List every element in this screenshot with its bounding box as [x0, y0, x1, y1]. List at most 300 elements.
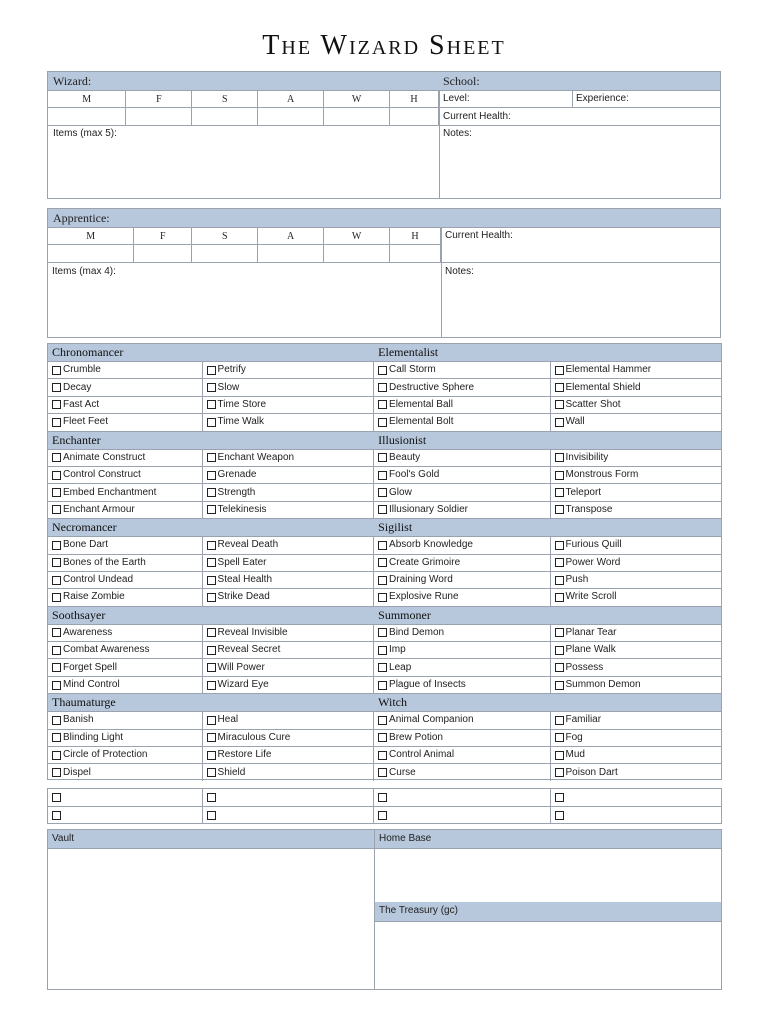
checkbox-icon[interactable] — [207, 541, 216, 550]
school-name: Elementalist — [378, 345, 439, 359]
spell-name: Reveal Secret — [217, 644, 281, 656]
spell-name: Decay — [63, 381, 92, 393]
spell-checkbox-item[interactable] — [48, 467, 203, 483]
home-base-area[interactable] — [375, 849, 721, 902]
checkbox-icon[interactable] — [378, 383, 387, 392]
stat-health-value[interactable] — [390, 245, 441, 263]
stat-shoot-label: S — [192, 228, 258, 245]
checkbox-icon[interactable] — [555, 366, 564, 375]
spell-checkbox-item[interactable] — [551, 747, 721, 763]
checkbox-icon[interactable] — [207, 366, 216, 375]
school-name: Sigilist — [378, 520, 413, 535]
spell-name: Reveal Death — [217, 539, 279, 551]
checkbox-icon[interactable] — [207, 576, 216, 585]
spell-name: Will Power — [217, 661, 265, 673]
spell-checkbox-item[interactable] — [203, 362, 374, 378]
apprentice-health-field[interactable]: Current Health: — [445, 230, 513, 241]
spell-checkbox-item[interactable] — [203, 589, 374, 605]
blank-spell-checkbox[interactable] — [551, 789, 721, 806]
checkbox-icon[interactable] — [555, 400, 564, 409]
school-name: Necromancer — [52, 520, 117, 535]
spell-checkbox-item[interactable] — [374, 642, 550, 658]
spell-name: Wall — [565, 416, 585, 428]
spell-checkbox-item[interactable] — [203, 555, 374, 571]
spell-checkbox-item[interactable] — [203, 642, 374, 658]
apprentice-name-label: Apprentice: — [53, 211, 110, 225]
stat-move-label: M — [48, 91, 126, 108]
spell-name: Possess — [565, 661, 604, 673]
spell-name: Teleport — [565, 486, 602, 498]
spell-name: Mud — [565, 749, 585, 761]
spell-name: Spell Eater — [217, 556, 267, 568]
spell-row — [48, 729, 721, 746]
spell-checkbox-item[interactable] — [203, 450, 374, 466]
checkbox-icon[interactable] — [207, 383, 216, 392]
spell-name: Combat Awareness — [63, 644, 150, 656]
checkbox-icon[interactable] — [378, 471, 387, 480]
checkbox-icon[interactable] — [555, 768, 564, 777]
spell-checkbox-item[interactable] — [551, 572, 721, 588]
checkbox-icon[interactable] — [555, 733, 564, 742]
checkbox-icon[interactable] — [207, 646, 216, 655]
spell-row — [48, 413, 721, 430]
checkbox-icon[interactable] — [378, 366, 387, 375]
spell-name: Transpose — [565, 503, 613, 515]
spell-name: Control Animal — [389, 749, 455, 761]
spell-checkbox-item[interactable] — [551, 502, 721, 518]
spell-name: Summon Demon — [565, 679, 641, 691]
spell-checkbox-item[interactable] — [374, 625, 550, 641]
checkbox-icon[interactable] — [555, 593, 564, 602]
spell-name: Explosive Rune — [389, 591, 459, 603]
stat-armour-value[interactable] — [258, 108, 324, 126]
checkbox-icon[interactable] — [207, 751, 216, 760]
spell-checkbox-item[interactable] — [203, 467, 374, 483]
checkbox-icon[interactable] — [52, 383, 61, 392]
wizard-header — [48, 72, 720, 91]
spell-row — [48, 483, 721, 500]
wizard-experience-field[interactable]: Experience: — [576, 93, 629, 104]
checkbox-icon[interactable] — [52, 733, 61, 742]
stat-will-label: W — [324, 91, 390, 108]
spell-name: Awareness — [63, 626, 113, 638]
spell-checkbox-item[interactable] — [48, 537, 203, 553]
spell-checkbox-item[interactable] — [551, 414, 721, 430]
checkbox-icon[interactable] — [207, 418, 216, 427]
spell-row — [48, 624, 721, 641]
stat-move-value[interactable] — [48, 108, 126, 126]
spell-checkbox-item[interactable] — [48, 484, 203, 500]
checkbox-icon[interactable] — [555, 681, 564, 690]
spell-checkbox-item[interactable] — [48, 414, 203, 430]
spell-checkbox-item[interactable] — [203, 397, 374, 413]
spell-name: Glow — [389, 486, 412, 498]
school-name: Soothsayer — [52, 607, 106, 622]
blank-spell-checkbox[interactable] — [48, 789, 203, 806]
checkbox-icon[interactable] — [207, 663, 216, 672]
spell-checkbox-item[interactable] — [203, 677, 374, 693]
spell-checkbox-item[interactable] — [203, 747, 374, 763]
vault-area[interactable] — [48, 849, 374, 989]
spell-checkbox-item[interactable] — [374, 414, 550, 430]
school-header-row — [48, 431, 721, 449]
checkbox-icon[interactable] — [378, 733, 387, 742]
checkbox-icon[interactable] — [555, 558, 564, 567]
spell-checkbox-item[interactable] — [374, 379, 550, 395]
apprentice-notes-field[interactable]: Notes: — [445, 266, 474, 277]
spell-name: Brew Potion — [389, 731, 443, 743]
apprentice-header — [48, 209, 720, 228]
spell-checkbox-item[interactable] — [203, 625, 374, 641]
spell-checkbox-item[interactable] — [203, 764, 374, 780]
spell-name: Embed Enchantment — [63, 486, 157, 498]
home-base-label: Home Base — [379, 833, 432, 844]
spell-name: Scatter Shot — [565, 398, 621, 410]
spell-checkbox-item[interactable] — [48, 379, 203, 395]
wizard-items-field[interactable]: Items (max 5): — [53, 128, 117, 139]
checkbox-icon[interactable] — [52, 628, 61, 637]
spell-name: Elemental Bolt — [389, 416, 454, 428]
spell-checkbox-item[interactable] — [48, 764, 203, 780]
spell-checkbox-item[interactable] — [48, 659, 203, 675]
checkbox-icon[interactable] — [555, 383, 564, 392]
checkbox-icon[interactable] — [378, 418, 387, 427]
spell-name: Fleet Feet — [63, 416, 109, 428]
spell-name: Monstrous Form — [565, 469, 639, 481]
spell-name: Steal Health — [217, 574, 273, 586]
checkbox-icon[interactable] — [378, 576, 387, 585]
checkbox-icon[interactable] — [52, 541, 61, 550]
spell-checkbox-item[interactable] — [374, 397, 550, 413]
checkbox-icon[interactable] — [52, 646, 61, 655]
blank-spell-checkbox[interactable] — [203, 789, 374, 806]
checkbox-icon[interactable] — [378, 716, 387, 725]
blank-spell-checkbox[interactable] — [374, 807, 550, 823]
apprentice-items-field[interactable]: Items (max 4): — [52, 266, 116, 277]
checkbox-icon[interactable] — [378, 751, 387, 760]
checkbox-icon[interactable] — [207, 505, 216, 514]
spell-name: Furious Quill — [565, 539, 622, 551]
spell-checkbox-item[interactable] — [48, 450, 203, 466]
spell-checkbox-item[interactable] — [551, 379, 721, 395]
divider — [439, 125, 720, 126]
spell-row — [48, 378, 721, 395]
treasury-label: The Treasury (gc) — [379, 905, 458, 916]
checkbox-icon[interactable] — [555, 646, 564, 655]
checkbox-icon[interactable] — [207, 488, 216, 497]
extra-spell-rows — [47, 788, 722, 824]
checkbox-icon[interactable] — [52, 488, 61, 497]
spell-name: Banish — [63, 714, 94, 726]
checkbox-icon[interactable] — [52, 366, 61, 375]
checkbox-icon[interactable] — [52, 681, 61, 690]
spell-checkbox-item[interactable] — [374, 589, 550, 605]
checkbox-icon[interactable] — [555, 418, 564, 427]
school-name: Illusionist — [378, 432, 427, 447]
checkbox-icon[interactable] — [555, 716, 564, 725]
checkbox-icon[interactable] — [555, 663, 564, 672]
wizard-level-field[interactable]: Level: — [443, 93, 470, 104]
spell-row — [48, 466, 721, 483]
checkbox-icon[interactable] — [207, 558, 216, 567]
spell-checkbox-item[interactable] — [374, 362, 550, 378]
stat-fight-value[interactable] — [134, 245, 192, 263]
stat-will-label: W — [324, 228, 390, 245]
divider — [441, 227, 442, 337]
checkbox-icon[interactable] — [555, 453, 564, 462]
spell-checkbox-item[interactable] — [374, 712, 550, 728]
checkbox-icon[interactable] — [555, 471, 564, 480]
spell-name: Fast Act — [63, 398, 100, 410]
spell-name: Absorb Knowledge — [389, 539, 473, 551]
spell-name: Create Grimoire — [389, 556, 461, 568]
spell-checkbox-item[interactable] — [48, 747, 203, 763]
spell-checkbox-item[interactable] — [374, 747, 550, 763]
spell-name: Grenade — [217, 469, 257, 481]
checkbox-icon[interactable] — [207, 471, 216, 480]
checkbox-icon[interactable] — [52, 418, 61, 427]
spell-name: Strength — [217, 486, 256, 498]
spell-name: Imp — [389, 644, 406, 656]
blank-spell-checkbox[interactable] — [48, 807, 203, 823]
stat-move-value[interactable] — [48, 245, 134, 263]
checkbox-icon[interactable] — [207, 628, 216, 637]
spell-name: Bones of the Earth — [63, 556, 146, 568]
stat-health-value[interactable] — [390, 108, 439, 126]
checkbox-icon[interactable] — [52, 558, 61, 567]
spell-row — [48, 588, 721, 605]
spell-name: Shield — [217, 766, 246, 778]
spell-row — [48, 536, 721, 553]
spell-name: Blinding Light — [63, 731, 124, 743]
spell-name: Destructive Sphere — [389, 381, 475, 393]
school-header-row — [48, 343, 721, 361]
spell-name: Write Scroll — [565, 591, 617, 603]
school-name: Summoner — [378, 607, 431, 622]
spell-name: Petrify — [217, 364, 246, 376]
checkbox-icon[interactable] — [52, 453, 61, 462]
spell-name: Wizard Eye — [217, 679, 269, 691]
spell-name: Bind Demon — [389, 626, 445, 638]
treasury-area[interactable] — [375, 922, 721, 989]
wizard-stats-table — [48, 90, 439, 126]
checkbox-icon[interactable] — [555, 751, 564, 760]
spell-checkbox-item[interactable] — [551, 450, 721, 466]
spell-name: Call Storm — [389, 364, 436, 376]
spell-checkbox-item[interactable] — [551, 397, 721, 413]
spell-checkbox-item[interactable] — [374, 572, 550, 588]
checkbox-icon[interactable] — [378, 663, 387, 672]
wizard-school-label: School: — [443, 74, 480, 88]
spell-name: Plane Walk — [565, 644, 616, 656]
spell-checkbox-item[interactable] — [48, 625, 203, 641]
checkbox-icon[interactable] — [207, 768, 216, 777]
spell-checkbox-item[interactable] — [203, 484, 374, 500]
school-header-row — [48, 518, 721, 536]
checkbox-icon[interactable] — [52, 505, 61, 514]
wizard-health-field[interactable]: Current Health: — [443, 111, 511, 122]
spell-name: Mind Control — [63, 679, 120, 691]
checkbox-icon[interactable] — [52, 576, 61, 585]
spell-checkbox-item[interactable] — [374, 450, 550, 466]
checkbox-icon[interactable] — [207, 733, 216, 742]
spell-name: Elemental Shield — [565, 381, 641, 393]
spell-name: Animate Construct — [63, 451, 146, 463]
checkbox-icon[interactable] — [378, 628, 387, 637]
checkbox-icon[interactable] — [555, 505, 564, 514]
divider — [439, 107, 720, 108]
wizard-notes-field[interactable]: Notes: — [443, 128, 472, 139]
checkbox-icon[interactable] — [52, 593, 61, 602]
stat-armour-value[interactable] — [258, 245, 324, 263]
checkbox-icon[interactable] — [52, 400, 61, 409]
spell-name: Familiar — [565, 714, 602, 726]
checkbox-icon[interactable] — [52, 751, 61, 760]
checkbox-icon[interactable] — [378, 400, 387, 409]
spell-checkbox-item[interactable] — [551, 730, 721, 746]
spell-checkbox-item[interactable] — [374, 467, 550, 483]
spell-checkbox-item[interactable] — [551, 625, 721, 641]
spell-checkbox-item[interactable] — [551, 677, 721, 693]
spell-checkbox-item[interactable] — [374, 677, 550, 693]
spell-list — [47, 343, 722, 780]
stat-health-label: H — [390, 228, 441, 245]
stat-will-value[interactable] — [324, 245, 390, 263]
page-title: The Wizard Sheet — [262, 30, 506, 61]
spell-checkbox-item[interactable] — [48, 589, 203, 605]
spell-name: Reveal Invisible — [217, 626, 288, 638]
spell-checkbox-item[interactable] — [551, 642, 721, 658]
spell-checkbox-item[interactable] — [203, 537, 374, 553]
spell-name: Bone Dart — [63, 539, 109, 551]
checkbox-icon[interactable] — [52, 663, 61, 672]
spell-checkbox-item[interactable] — [551, 362, 721, 378]
spell-checkbox-item[interactable] — [374, 537, 550, 553]
checkbox-icon[interactable] — [555, 576, 564, 585]
blank-spell-checkbox[interactable] — [374, 789, 550, 806]
checkbox-icon[interactable] — [378, 681, 387, 690]
apprentice-section — [47, 208, 721, 338]
checkbox-icon[interactable] — [555, 628, 564, 637]
stat-shoot-value[interactable] — [192, 245, 258, 263]
spell-checkbox-item[interactable] — [374, 555, 550, 571]
blank-spell-checkbox[interactable] — [551, 807, 721, 823]
spell-checkbox-item[interactable] — [374, 659, 550, 675]
spell-checkbox-item[interactable] — [551, 659, 721, 675]
checkbox-icon[interactable] — [207, 593, 216, 602]
spell-name: Forget Spell — [63, 661, 117, 673]
spell-name: Dispel — [63, 766, 91, 778]
spell-name: Illusionary Soldier — [389, 503, 468, 515]
spell-name: Power Word — [565, 556, 621, 568]
checkbox-icon[interactable] — [207, 681, 216, 690]
checkbox-icon[interactable] — [378, 593, 387, 602]
checkbox-icon[interactable] — [52, 716, 61, 725]
checkbox-icon[interactable] — [378, 768, 387, 777]
spell-checkbox-item[interactable] — [551, 484, 721, 500]
spell-checkbox-item[interactable] — [374, 484, 550, 500]
spell-checkbox-item[interactable] — [203, 414, 374, 430]
spell-name: Slow — [217, 381, 240, 393]
spell-checkbox-item[interactable] — [374, 764, 550, 780]
spell-checkbox-item[interactable] — [48, 397, 203, 413]
wizard-section — [47, 71, 721, 199]
spell-name: Restore Life — [217, 749, 272, 761]
checkbox-icon[interactable] — [52, 768, 61, 777]
spell-checkbox-item[interactable] — [48, 555, 203, 571]
stat-shoot-value[interactable] — [192, 108, 258, 126]
checkbox-icon[interactable] — [378, 541, 387, 550]
checkbox-icon[interactable] — [378, 488, 387, 497]
spell-checkbox-item[interactable] — [551, 555, 721, 571]
stat-fight-label: F — [126, 91, 192, 108]
stat-fight-value[interactable] — [126, 108, 192, 126]
stat-will-value[interactable] — [324, 108, 390, 126]
checkbox-icon[interactable] — [555, 488, 564, 497]
spell-checkbox-item[interactable] — [48, 712, 203, 728]
spell-checkbox-item[interactable] — [48, 677, 203, 693]
vault-section — [47, 829, 722, 990]
school-name: Chronomancer — [52, 345, 124, 359]
spell-name: Strike Dead — [217, 591, 270, 603]
spell-checkbox-item[interactable] — [48, 572, 203, 588]
spell-name: Enchant Armour — [63, 503, 135, 515]
spell-checkbox-item[interactable] — [551, 712, 721, 728]
spell-checkbox-item[interactable] — [203, 379, 374, 395]
checkbox-icon[interactable] — [378, 558, 387, 567]
checkbox-icon[interactable] — [207, 400, 216, 409]
checkbox-icon[interactable] — [378, 453, 387, 462]
spell-name: Elemental Ball — [389, 398, 453, 410]
spell-checkbox-item[interactable] — [48, 362, 203, 378]
checkbox-icon[interactable] — [555, 541, 564, 550]
checkbox-icon[interactable] — [207, 453, 216, 462]
school-name: Witch — [378, 695, 407, 710]
spell-checkbox-item[interactable] — [48, 502, 203, 518]
apprentice-stats-table — [48, 227, 441, 263]
spell-row — [48, 396, 721, 413]
spell-checkbox-item[interactable] — [374, 502, 550, 518]
spell-checkbox-item[interactable] — [203, 712, 374, 728]
spell-checkbox-item[interactable] — [203, 502, 374, 518]
spell-checkbox-item[interactable] — [203, 572, 374, 588]
spell-checkbox-item[interactable] — [48, 642, 203, 658]
spell-name: Curse — [389, 766, 416, 778]
checkbox-icon[interactable] — [378, 505, 387, 514]
stat-armour-label: A — [258, 228, 324, 245]
spell-name: Poison Dart — [565, 766, 618, 778]
spell-name: Enchant Weapon — [217, 451, 295, 463]
spell-checkbox-item[interactable] — [48, 730, 203, 746]
spell-row — [48, 361, 721, 378]
spell-name: Telekinesis — [217, 503, 267, 515]
divider — [441, 262, 720, 263]
spell-name: Beauty — [389, 451, 421, 463]
spell-checkbox-item[interactable] — [374, 730, 550, 746]
spell-checkbox-item[interactable] — [551, 537, 721, 553]
spell-name: Elemental Hammer — [565, 364, 652, 376]
spell-checkbox-item[interactable] — [551, 467, 721, 483]
spell-checkbox-item[interactable] — [551, 589, 721, 605]
checkbox-icon[interactable] — [207, 716, 216, 725]
spell-name: Heal — [217, 714, 239, 726]
spell-checkbox-item[interactable] — [203, 730, 374, 746]
blank-spell-checkbox[interactable] — [203, 807, 374, 823]
checkbox-icon[interactable] — [378, 646, 387, 655]
spell-checkbox-item[interactable] — [203, 659, 374, 675]
checkbox-icon[interactable] — [52, 471, 61, 480]
spell-checkbox-item[interactable] — [551, 764, 721, 780]
